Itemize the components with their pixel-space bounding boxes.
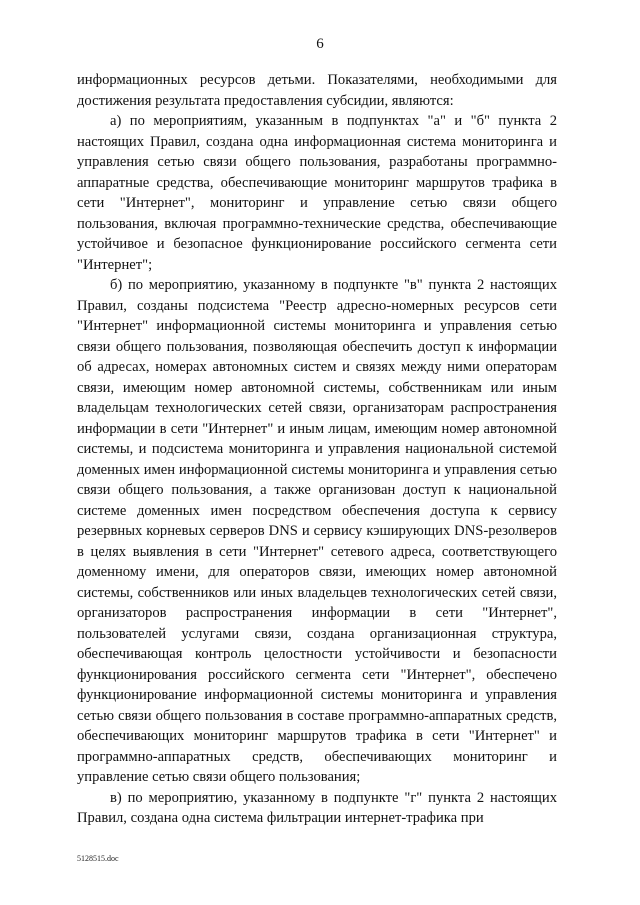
document-body [77,70,557,829]
paragraph-intro: информационных ресурсов детьми. Показателями, необходимыми для достижения результата предоставления субсидии, являются: [77,72,557,109]
footer-filename: 5128515.doc [77,854,119,863]
paragraph-item-b: б) по мероприятию, указанному в подпункте "в" пункта 2 настоящих Правил, созданы подсистема "Реестр адресно-номерных ресурсов сети "Интернет" информационной системы мониторинга и управления сетью связи общего пользования, позволяющая обеспечить доступ к информации об адресах, номерах автономных систем и связях между ними операторам связи, имеющим номер автономной системы, собственникам или иным владельцам технологических сетей связи, организаторам распространения информации в сети "Интернет" и иным лицам, имеющим номер автономной системы, и подсистема мониторинга и управления национальной системой доменных имен информационной системы мониторинга и управления сетью связи общего пользования, а также организован доступ к национальной системе доменных имен посредством обеспечения доступа к сервису резервных корневых серверов DNS и сервису кэширующих DNS-резолверов в целях выявления в сети "Интернет" сетевого адреса, соответствующего доменному имени, для операторов связи, имеющих номер автономной системы, собственников или иных владельцев технологических сетей связи, организаторов распространения информации в сети "Интернет", пользователей услугами связи, создана организационная структура, обеспечивающая контроль целостности устойчивости и безопасности функционирования российского сегмента сети "Интернет", обеспечено функционирование информационной системы мониторинга и управления сетью связи общего пользования в составе программно-аппаратных средств, обеспечивающих мониторинг маршрутов трафика в сети "Интернет" и программно-аппаратных средств, обеспечивающих мониторинг и управление сетью связи общего пользования; [77,277,557,785]
paragraph-item-v: в) по мероприятию, указанному в подпункте "г" пункта 2 настоящих Правил, создана одна система фильтрации интернет-трафика при [77,789,557,826]
page-number: 6 [316,36,324,52]
paragraph-item-a: а) по мероприятиям, указанным в подпунктах "а" и "б" пункта 2 настоящих Правил, создана одна информационная система мониторинга и управления сетью связи общего пользования, разработаны программно-аппаратные средства, обеспечивающие мониторинг маршрутов трафика в сети "Интернет", мониторинг и управление сетью связи общего пользования, включая программно-технические средства, обеспечивающие устойчивое и безопасное функционирование российского сегмента сети "Интернет"; [77,113,557,273]
